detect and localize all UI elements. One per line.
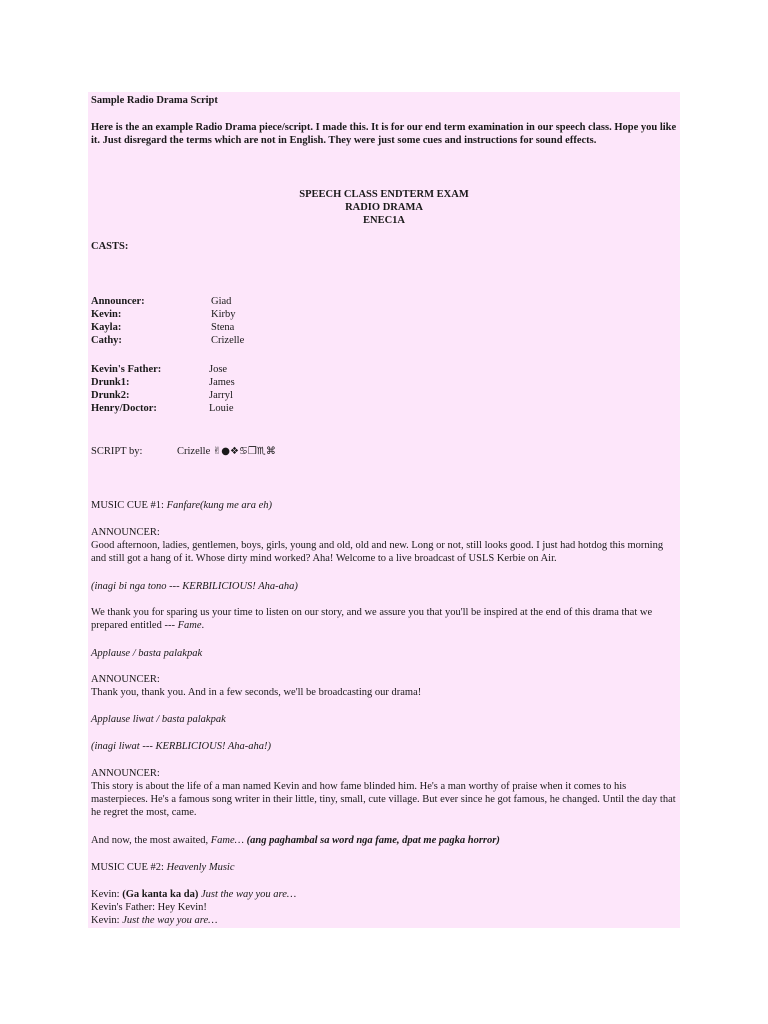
announcer-block-1	[91, 526, 677, 565]
cast-role: Drunk2:	[91, 390, 130, 401]
dialogue-line	[91, 888, 677, 901]
cast-actor: Jarryl	[209, 390, 233, 401]
speaker: Kevin:	[91, 889, 123, 900]
cast-row	[91, 376, 677, 389]
cast-actor: Jose	[209, 364, 228, 375]
announcer-block-2	[91, 673, 677, 699]
announcer-label: ANNOUNCER:	[91, 527, 160, 538]
cast-row	[91, 308, 677, 321]
announcer-block-3	[91, 767, 677, 819]
speaker: Kevin:	[91, 915, 123, 926]
casts-label: CASTS:	[91, 241, 129, 252]
cast-role: Drunk1:	[91, 377, 130, 388]
cast-group-2	[91, 363, 677, 415]
awaited-cue: (ang paghambal sa word nga fame, dpat me pagka horror)	[244, 835, 500, 846]
cue-inagi-2: (inagi liwat --- KERBLICIOUS! Aha-aha!)	[91, 741, 272, 752]
dialogue-line	[91, 914, 677, 927]
dialogue-lines	[91, 888, 677, 927]
stage-cue: (Ga kanta ka da)	[122, 889, 201, 900]
awaited-fame: Fame…	[210, 835, 245, 846]
script-by-symbols: ✌●❖♋❒♏⌘	[212, 446, 276, 457]
heading-line-3: ENEC1A	[362, 215, 405, 226]
document-page	[88, 92, 680, 928]
cast-actor: Stena	[211, 322, 235, 333]
cast-role: Kayla:	[91, 322, 122, 333]
cast-row	[91, 334, 677, 347]
doc-title: Sample Radio Drama Script	[91, 95, 218, 106]
thank-end: .	[201, 620, 205, 631]
speaker: Kevin's Father:	[91, 902, 158, 913]
line-text: Just the way you are…	[122, 915, 218, 926]
awaited-line	[91, 834, 677, 847]
cast-actor: Giad	[211, 296, 232, 307]
announcer-label: ANNOUNCER:	[91, 768, 160, 779]
cast-row	[91, 402, 677, 415]
music-cue-2	[91, 861, 677, 874]
cast-actor: Kirby	[211, 309, 236, 320]
music-cue-2-label: MUSIC CUE #2:	[91, 862, 167, 873]
cue-inagi-1: (inagi bi nga tono --- KERBILICIOUS! Aha-aha)	[91, 581, 298, 592]
music-cue-1-label: MUSIC CUE #1:	[91, 500, 167, 511]
dialogue-line	[91, 901, 677, 914]
script-by-label: SCRIPT by:	[91, 446, 143, 457]
script-by	[91, 445, 677, 458]
drama-title: Fame	[177, 620, 202, 631]
cast-actor: Louie	[209, 403, 234, 414]
heading-line-1: SPEECH CLASS ENDTERM EXAM	[299, 189, 469, 200]
cast-role: Kevin's Father:	[91, 364, 162, 375]
cast-row	[91, 389, 677, 402]
line-text: Just the way you are…	[200, 889, 297, 900]
announcer-text: Thank you, thank you. And in a few seconds, we'll be broadcasting our drama!	[91, 687, 422, 698]
announcer-text: This story is about the life of a man named Kevin and how fame blinded him. He's a man worthy of praise when it comes to his masterpieces. He's a famous song writer in their little, tiny, small, cute village. But ever since he got famous, he changed. Until the day that he regret the most, came.	[91, 781, 676, 818]
music-cue-1	[91, 499, 677, 512]
cast-actor: Crizelle	[211, 335, 245, 346]
line-text: Hey Kevin!	[157, 902, 207, 913]
cast-actor: James	[209, 377, 235, 388]
thank-text: We thank you for sparing us your time to listen on our story, and we assure you that you'll be inspired at the end of this drama that we prepared entitled ---	[91, 607, 653, 631]
cast-group-1	[91, 295, 677, 347]
script-by-name: Crizelle	[177, 446, 211, 457]
music-cue-2-value: Heavenly Music	[166, 862, 235, 873]
cast-row	[91, 363, 677, 376]
cast-role: Cathy:	[91, 335, 122, 346]
thank-paragraph	[91, 606, 677, 632]
applause-cue-2: Applause liwat / basta palakpak	[91, 714, 226, 725]
heading-line-2: RADIO DRAMA	[345, 202, 423, 213]
intro-paragraph: Here is the an example Radio Drama piece/script. I made this. It is for our end term examination in our speech class. Hope you like it. Just disregard the terms which are not in English. They were just some cues and instructions for sound effects.	[91, 122, 677, 146]
cast-row	[91, 321, 677, 334]
announcer-text: Good afternoon, ladies, gentlemen, boys, girls, young and old, old and new. Long or not, still looks good. I just had hotdog this morning and still got a hang of it. Whose dirty mind worked? Aha! Welcome to a live broadcast of USLS Kerbie on Air.	[91, 540, 664, 564]
applause-cue-1: Applause / basta palakpak	[91, 648, 203, 659]
cast-role: Announcer:	[91, 296, 145, 307]
music-cue-1-value: Fanfare(kung me ara eh)	[166, 500, 273, 511]
cast-row	[91, 295, 677, 308]
cast-role: Kevin:	[91, 309, 122, 320]
announcer-label: ANNOUNCER:	[91, 674, 160, 685]
exam-heading	[91, 188, 677, 227]
cast-role: Henry/Doctor:	[91, 403, 157, 414]
awaited-text: And now, the most awaited,	[91, 835, 211, 846]
